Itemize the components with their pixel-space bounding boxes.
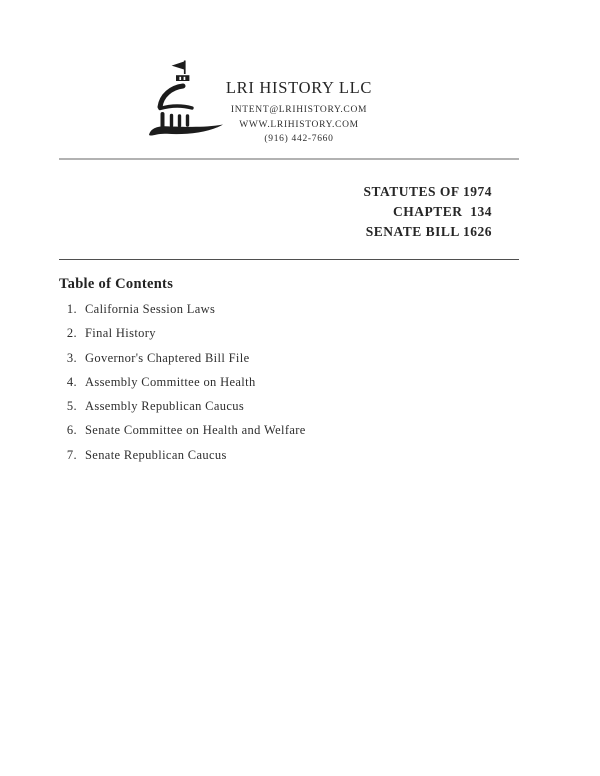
toc-item (59, 375, 306, 399)
toc-item-number: 4. (66, 374, 77, 389)
toc-item-number: 2. (66, 326, 77, 341)
toc-item (59, 302, 306, 326)
toc-item (59, 351, 306, 375)
senate-bill-line: SENATE BILL 1626 (365, 224, 492, 239)
company-website: WWW.LRIHISTORY.COM (239, 119, 359, 130)
toc-item-number: 7. (66, 447, 77, 462)
toc-item (59, 326, 306, 350)
toc-item-number: 1. (66, 302, 77, 316)
toc-item-number: 5. (66, 399, 77, 414)
company-email: INTENT@LRIHISTORY.COM (230, 105, 368, 115)
toc-list (59, 302, 306, 472)
statutes-line: STATUTES OF 1974 (363, 184, 492, 199)
company-name: LRI HISTORY LLC (225, 78, 373, 97)
toc-item-label: Senate Committee on Health and Welfare (85, 423, 306, 438)
toc-title: Table of Contents (59, 276, 174, 292)
toc-item-label: Governor's Chaptered Bill File (85, 350, 250, 365)
masthead (179, 78, 419, 147)
toc-item-number: 6. (66, 423, 77, 438)
toc-item-label: Assembly Committee on Health (85, 374, 256, 389)
toc-item-label: California Session Laws (85, 302, 216, 316)
toc-item-label: Assembly Republican Caucus (85, 399, 245, 414)
toc-item-number: 3. (66, 350, 77, 365)
chapter-line: CHAPTER 134 (392, 204, 492, 219)
toc-item (59, 399, 306, 423)
toc-item (59, 423, 306, 447)
divider-top (59, 158, 519, 160)
divider-middle (59, 259, 519, 260)
toc-item-label: Senate Republican Caucus (85, 447, 227, 462)
case-info-block (363, 182, 492, 242)
company-phone: (916) 442-7660 (264, 134, 334, 144)
toc-item-label: Final History (85, 326, 156, 341)
toc-item (59, 448, 306, 472)
